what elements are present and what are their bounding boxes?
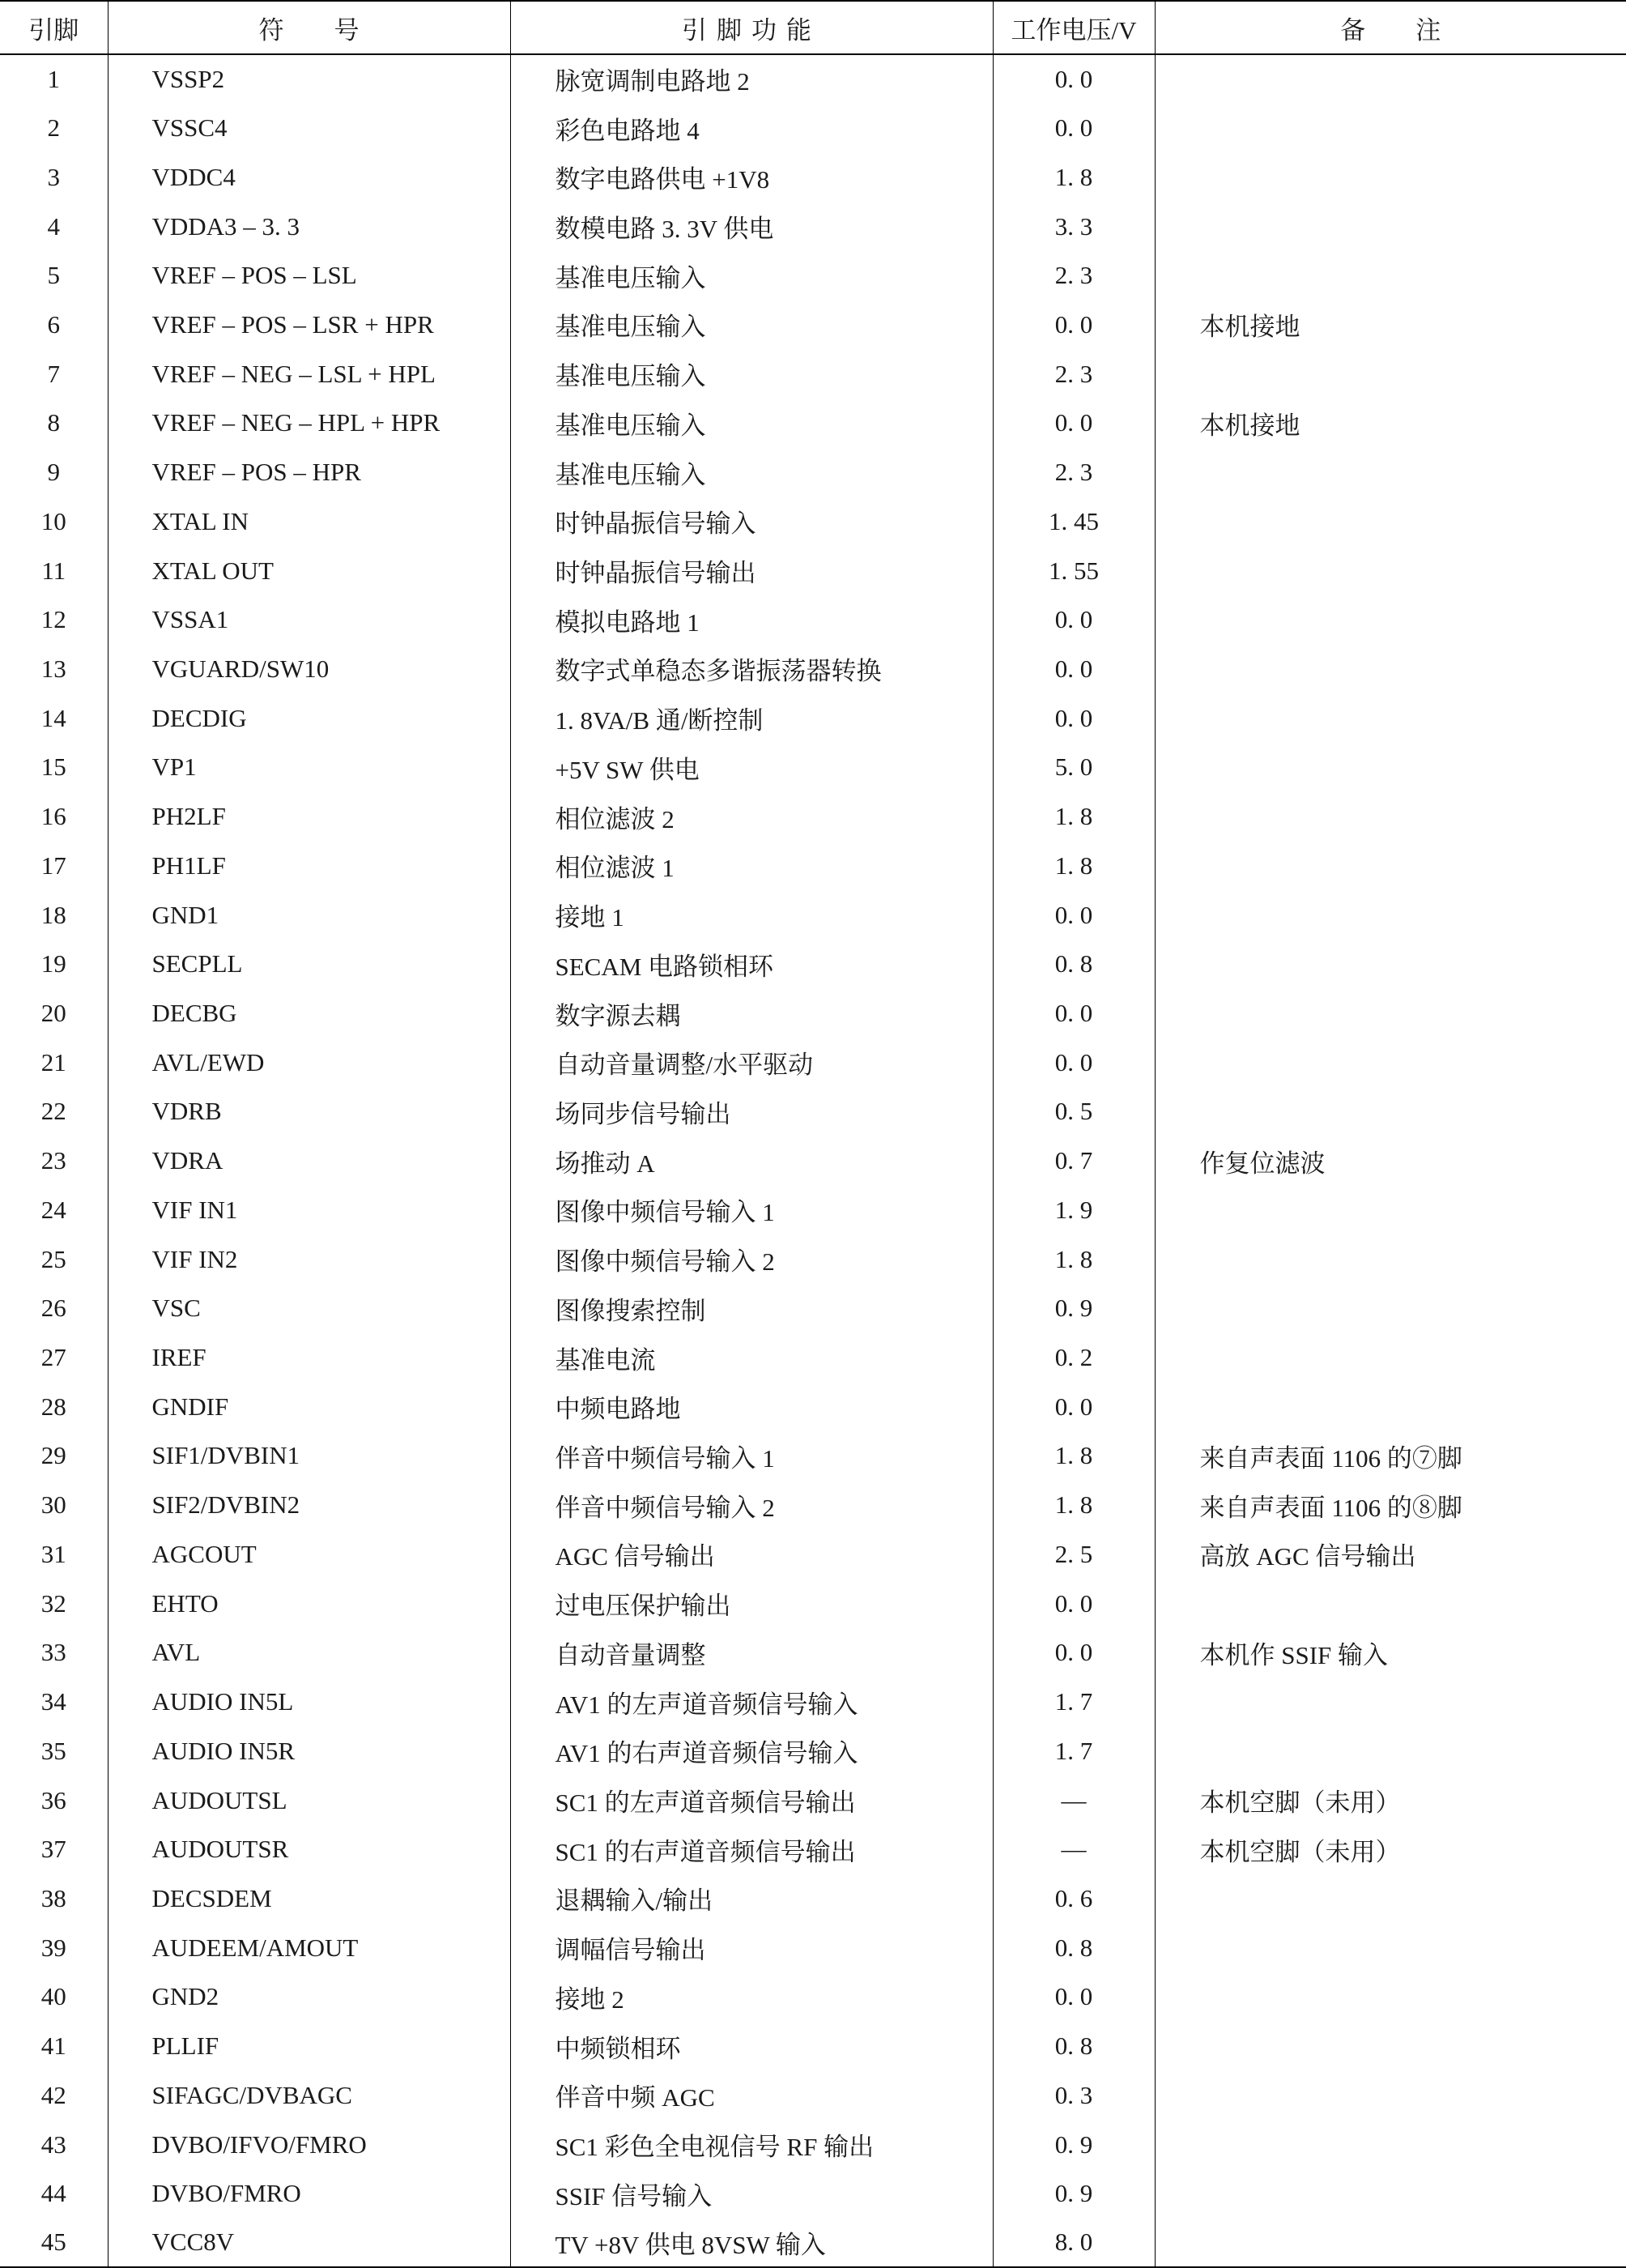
- note-cell: [1155, 1087, 1626, 1136]
- function-cell: 伴音中频 AGC: [510, 2070, 993, 2120]
- voltage-cell: 2. 3: [993, 251, 1155, 301]
- voltage-cell: 0. 8: [993, 940, 1155, 989]
- function-cell: SC1 的右声道音频信号输出: [510, 1825, 993, 1874]
- pin-cell: 10: [0, 497, 108, 546]
- note-cell: [1155, 2169, 1626, 2219]
- voltage-cell: 5. 0: [993, 743, 1155, 792]
- table-row: [0, 842, 1626, 891]
- pin-cell: 15: [0, 743, 108, 792]
- function-cell: 图像搜索控制: [510, 1284, 993, 1333]
- table-row: [0, 1481, 1626, 1530]
- function-cell: AV1 的左声道音频信号输入: [510, 1678, 993, 1727]
- symbol-cell: AUDEEM/AMOUT: [108, 1923, 510, 1972]
- header-pin: 引脚: [0, 1, 108, 54]
- voltage-cell: 1. 8: [993, 792, 1155, 842]
- voltage-cell: 0. 0: [993, 595, 1155, 645]
- symbol-cell: VDRA: [108, 1136, 510, 1186]
- header-note: 备 注: [1155, 1, 1626, 54]
- symbol-cell: VSSA1: [108, 595, 510, 645]
- symbol-cell: VSC: [108, 1284, 510, 1333]
- pin-cell: 45: [0, 2219, 108, 2268]
- voltage-cell: 0. 0: [993, 1972, 1155, 2022]
- function-cell: 时钟晶振信号输入: [510, 497, 993, 546]
- voltage-cell: 0. 0: [993, 399, 1155, 448]
- pin-cell: 14: [0, 693, 108, 743]
- pin-cell: 13: [0, 645, 108, 694]
- symbol-cell: GND2: [108, 1972, 510, 2022]
- table-row: [0, 2070, 1626, 2120]
- pin-cell: 26: [0, 1284, 108, 1333]
- voltage-cell: 1. 7: [993, 1726, 1155, 1776]
- note-cell: [1155, 497, 1626, 546]
- table-row: [0, 693, 1626, 743]
- pin-cell: 6: [0, 301, 108, 350]
- function-cell: 退耦输入/输出: [510, 1874, 993, 1924]
- symbol-cell: VREF – NEG – HPL + HPR: [108, 399, 510, 448]
- symbol-cell: GNDIF: [108, 1382, 510, 1431]
- pin-cell: 29: [0, 1431, 108, 1481]
- symbol-cell: PH1LF: [108, 842, 510, 891]
- function-cell: 基准电压输入: [510, 349, 993, 399]
- note-cell: [1155, 54, 1626, 104]
- pin-cell: 42: [0, 2070, 108, 2120]
- table-row: [0, 1284, 1626, 1333]
- pin-cell: 23: [0, 1136, 108, 1186]
- table-row: [0, 448, 1626, 497]
- function-cell: 数模电路 3. 3V 供电: [510, 202, 993, 251]
- voltage-cell: 1. 8: [993, 842, 1155, 891]
- symbol-cell: VDRB: [108, 1087, 510, 1136]
- function-cell: 基准电压输入: [510, 301, 993, 350]
- symbol-cell: AGCOUT: [108, 1530, 510, 1580]
- pin-cell: 1: [0, 54, 108, 104]
- symbol-cell: GND1: [108, 890, 510, 940]
- note-cell: [1155, 1284, 1626, 1333]
- pin-cell: 28: [0, 1382, 108, 1431]
- voltage-cell: 2. 5: [993, 1530, 1155, 1580]
- function-cell: 相位滤波 2: [510, 792, 993, 842]
- note-cell: [1155, 1874, 1626, 1924]
- voltage-cell: 0. 0: [993, 693, 1155, 743]
- note-cell: 本机空脚（未用）: [1199, 1837, 1401, 1866]
- function-cell: SC1 的左声道音频信号输出: [510, 1776, 993, 1825]
- symbol-cell: AUDOUTSR: [108, 1825, 510, 1874]
- note-cell: [1155, 546, 1626, 595]
- function-cell: 基准电流: [510, 1333, 993, 1383]
- voltage-cell: 1. 8: [993, 152, 1155, 202]
- symbol-cell: IREF: [108, 1333, 510, 1383]
- table-row: [0, 1087, 1626, 1136]
- voltage-cell: 0. 8: [993, 1923, 1155, 1972]
- table-row: [0, 202, 1626, 251]
- voltage-cell: 1. 45: [993, 497, 1155, 546]
- function-cell: 中频锁相环: [510, 2022, 993, 2071]
- pin-cell: 18: [0, 890, 108, 940]
- voltage-cell: 1. 9: [993, 1186, 1155, 1235]
- pin-cell: 31: [0, 1530, 108, 1580]
- symbol-cell: DVBO/FMRO: [108, 2169, 510, 2219]
- function-cell: 模拟电路地 1: [510, 595, 993, 645]
- pin-cell: 7: [0, 349, 108, 399]
- symbol-cell: VGUARD/SW10: [108, 645, 510, 694]
- table-body: [0, 54, 1626, 2267]
- table-row: [0, 1333, 1626, 1383]
- voltage-cell: 0. 9: [993, 2169, 1155, 2219]
- voltage-cell: 3. 3: [993, 202, 1155, 251]
- symbol-cell: XTAL OUT: [108, 546, 510, 595]
- header-function: 引脚功能: [510, 1, 993, 54]
- pin-cell: 16: [0, 792, 108, 842]
- note-cell: [1155, 448, 1626, 497]
- symbol-cell: VREF – NEG – LSL + HPL: [108, 349, 510, 399]
- pin-cell: 21: [0, 1038, 108, 1087]
- pin-cell: 34: [0, 1678, 108, 1727]
- function-cell: 自动音量调整: [510, 1628, 993, 1678]
- table-row: [0, 2169, 1626, 2219]
- table-row: [0, 1678, 1626, 1727]
- symbol-cell: VREF – POS – LSL: [108, 251, 510, 301]
- function-cell: 基准电压输入: [510, 399, 993, 448]
- pin-cell: 24: [0, 1186, 108, 1235]
- pin-cell: 44: [0, 2169, 108, 2219]
- symbol-cell: EHTO: [108, 1579, 510, 1628]
- symbol-cell: PLLIF: [108, 2022, 510, 2071]
- function-cell: 基准电压输入: [510, 251, 993, 301]
- pin-cell: 3: [0, 152, 108, 202]
- pin-cell: 17: [0, 842, 108, 891]
- table-row: [0, 1136, 1626, 1186]
- note-cell: 高放 AGC 信号输出: [1199, 1542, 1416, 1571]
- voltage-cell: 0. 0: [993, 1038, 1155, 1087]
- note-cell: [1155, 890, 1626, 940]
- header-row: [0, 1, 1626, 54]
- voltage-cell: 0. 3: [993, 2070, 1155, 2120]
- voltage-cell: 8. 0: [993, 2219, 1155, 2268]
- note-cell: [1155, 595, 1626, 645]
- voltage-cell: 1. 55: [993, 546, 1155, 595]
- voltage-cell: 0. 0: [993, 989, 1155, 1038]
- note-cell: [1155, 792, 1626, 842]
- symbol-cell: SIF1/DVBIN1: [108, 1431, 510, 1481]
- symbol-cell: SIFAGC/DVBAGC: [108, 2070, 510, 2120]
- function-cell: 图像中频信号输入 2: [510, 1234, 993, 1284]
- voltage-cell: 0. 9: [993, 1284, 1155, 1333]
- function-cell: AGC 信号输出: [510, 1530, 993, 1580]
- table-row: [0, 1628, 1626, 1678]
- symbol-cell: AVL: [108, 1628, 510, 1678]
- voltage-cell: —: [993, 1825, 1155, 1874]
- function-cell: 彩色电路地 4: [510, 104, 993, 153]
- voltage-cell: 2. 3: [993, 448, 1155, 497]
- voltage-cell: 0. 0: [993, 301, 1155, 350]
- table-row: [0, 1186, 1626, 1235]
- function-cell: 调幅信号输出: [510, 1923, 993, 1972]
- table-row: [0, 399, 1626, 448]
- symbol-cell: DVBO/IFVO/FMRO: [108, 2120, 510, 2169]
- function-cell: +5V SW 供电: [510, 743, 993, 792]
- function-cell: 数字源去耦: [510, 989, 993, 1038]
- note-cell: [1155, 1579, 1626, 1628]
- table-row: [0, 645, 1626, 694]
- note-cell: 来自声表面 1106 的⑧脚: [1199, 1493, 1462, 1522]
- note-cell: [1155, 1038, 1626, 1087]
- table-row: [0, 497, 1626, 546]
- pin-cell: 19: [0, 940, 108, 989]
- table-row: [0, 1431, 1626, 1481]
- pin-cell: 39: [0, 1923, 108, 1972]
- note-cell: [1155, 1333, 1626, 1383]
- function-cell: TV +8V 供电 8VSW 输入: [510, 2219, 993, 2268]
- pin-cell: 4: [0, 202, 108, 251]
- table-row: [0, 2022, 1626, 2071]
- table-row: [0, 595, 1626, 645]
- pin-cell: 12: [0, 595, 108, 645]
- voltage-cell: 1. 8: [993, 1481, 1155, 1530]
- function-cell: SSIF 信号输入: [510, 2169, 993, 2219]
- table-row: [0, 2120, 1626, 2169]
- note-cell: [1155, 940, 1626, 989]
- voltage-cell: 1. 8: [993, 1234, 1155, 1284]
- table-row: [0, 940, 1626, 989]
- table-row: [0, 54, 1626, 104]
- voltage-cell: 0. 0: [993, 104, 1155, 153]
- voltage-cell: 0. 2: [993, 1333, 1155, 1383]
- symbol-cell: VDDA3 – 3. 3: [108, 202, 510, 251]
- pin-cell: 11: [0, 546, 108, 595]
- table-row: [0, 1579, 1626, 1628]
- table-row: [0, 890, 1626, 940]
- note-cell: [1155, 152, 1626, 202]
- symbol-cell: VIF IN1: [108, 1186, 510, 1235]
- function-cell: 基准电压输入: [510, 448, 993, 497]
- pin-cell: 33: [0, 1628, 108, 1678]
- symbol-cell: VCC8V: [108, 2219, 510, 2268]
- voltage-cell: 0. 0: [993, 890, 1155, 940]
- voltage-cell: 0. 0: [993, 1382, 1155, 1431]
- note-cell: [1155, 743, 1626, 792]
- note-cell: [1155, 1186, 1626, 1235]
- note-cell: 本机空脚（未用）: [1199, 1788, 1401, 1818]
- pin-cell: 22: [0, 1087, 108, 1136]
- pin-cell: 35: [0, 1726, 108, 1776]
- table-row: [0, 1234, 1626, 1284]
- function-cell: 自动音量调整/水平驱动: [510, 1038, 993, 1087]
- function-cell: 中频电路地: [510, 1382, 993, 1431]
- function-cell: SC1 彩色全电视信号 RF 输出: [510, 2120, 993, 2169]
- table-row: [0, 1776, 1626, 1825]
- note-cell: [1155, 2070, 1626, 2120]
- symbol-cell: SIF2/DVBIN2: [108, 1481, 510, 1530]
- symbol-cell: VP1: [108, 743, 510, 792]
- voltage-cell: 0. 0: [993, 1579, 1155, 1628]
- note-cell: [1155, 349, 1626, 399]
- note-cell: [1155, 989, 1626, 1038]
- function-cell: AV1 的右声道音频信号输入: [510, 1726, 993, 1776]
- note-cell: [1155, 1678, 1626, 1727]
- note-cell: 本机接地: [1199, 313, 1300, 342]
- function-cell: SECAM 电路锁相环: [510, 940, 993, 989]
- pin-cell: 36: [0, 1776, 108, 1825]
- table-row: [0, 104, 1626, 153]
- note-cell: 来自声表面 1106 的⑦脚: [1199, 1443, 1462, 1473]
- table-row: [0, 301, 1626, 350]
- note-cell: [1155, 1382, 1626, 1431]
- table-row: [0, 1726, 1626, 1776]
- function-cell: 脉宽调制电路地 2: [510, 54, 993, 104]
- symbol-cell: PH2LF: [108, 792, 510, 842]
- table-row: [0, 1923, 1626, 1972]
- symbol-cell: VSSP2: [108, 54, 510, 104]
- pin-cell: 8: [0, 399, 108, 448]
- function-cell: 数字电路供电 +1V8: [510, 152, 993, 202]
- voltage-cell: —: [993, 1776, 1155, 1825]
- note-cell: [1155, 645, 1626, 694]
- function-cell: 时钟晶振信号输出: [510, 546, 993, 595]
- note-cell: 作复位滤波: [1199, 1149, 1326, 1178]
- symbol-cell: DECSDEM: [108, 1874, 510, 1924]
- voltage-cell: 0. 5: [993, 1087, 1155, 1136]
- voltage-cell: 0. 0: [993, 54, 1155, 104]
- pin-cell: 30: [0, 1481, 108, 1530]
- pin-cell: 5: [0, 251, 108, 301]
- function-cell: 伴音中频信号输入 1: [510, 1431, 993, 1481]
- table-row: [0, 546, 1626, 595]
- note-cell: [1155, 2120, 1626, 2169]
- pin-cell: 38: [0, 1874, 108, 1924]
- symbol-cell: VREF – POS – HPR: [108, 448, 510, 497]
- table-row: [0, 1874, 1626, 1924]
- note-cell: [1155, 202, 1626, 251]
- note-cell: [1155, 1923, 1626, 1972]
- voltage-cell: 0. 0: [993, 1628, 1155, 1678]
- symbol-cell: AUDIO IN5L: [108, 1678, 510, 1727]
- note-cell: [1155, 842, 1626, 891]
- table-header: [0, 1, 1626, 54]
- function-cell: 接地 1: [510, 890, 993, 940]
- function-cell: 相位滤波 1: [510, 842, 993, 891]
- table-row: [0, 743, 1626, 792]
- symbol-cell: XTAL IN: [108, 497, 510, 546]
- function-cell: 场推动 A: [510, 1136, 993, 1186]
- pin-cell: 37: [0, 1825, 108, 1874]
- table-row: [0, 349, 1626, 399]
- symbol-cell: VSSC4: [108, 104, 510, 153]
- voltage-cell: 1. 7: [993, 1678, 1155, 1727]
- note-cell: 本机接地: [1199, 411, 1300, 440]
- pin-cell: 2: [0, 104, 108, 153]
- table-row: [0, 251, 1626, 301]
- function-cell: 场同步信号输出: [510, 1087, 993, 1136]
- symbol-cell: VDDC4: [108, 152, 510, 202]
- note-cell: [1155, 1726, 1626, 1776]
- function-cell: 接地 2: [510, 1972, 993, 2022]
- note-cell: [1155, 1972, 1626, 2022]
- voltage-cell: 1. 8: [993, 1431, 1155, 1481]
- table-row: [0, 1825, 1626, 1874]
- table-row: [0, 1972, 1626, 2022]
- pin-cell: 43: [0, 2120, 108, 2169]
- function-cell: 伴音中频信号输入 2: [510, 1481, 993, 1530]
- note-cell: [1155, 251, 1626, 301]
- symbol-cell: DECBG: [108, 989, 510, 1038]
- voltage-cell: 0. 0: [993, 645, 1155, 694]
- pin-cell: 40: [0, 1972, 108, 2022]
- symbol-cell: AUDOUTSL: [108, 1776, 510, 1825]
- pin-cell: 41: [0, 2022, 108, 2071]
- pin-cell: 9: [0, 448, 108, 497]
- table-row: [0, 989, 1626, 1038]
- table-row: [0, 2219, 1626, 2268]
- function-cell: 图像中频信号输入 1: [510, 1186, 993, 1235]
- symbol-cell: VREF – POS – LSR + HPR: [108, 301, 510, 350]
- header-symbol: 符 号: [108, 1, 510, 54]
- note-cell: [1155, 693, 1626, 743]
- symbol-cell: AVL/EWD: [108, 1038, 510, 1087]
- symbol-cell: DECDIG: [108, 693, 510, 743]
- note-cell: [1155, 2219, 1626, 2268]
- header-voltage: 工作电压/V: [993, 1, 1155, 54]
- table-row: [0, 152, 1626, 202]
- function-cell: 过电压保护输出: [510, 1579, 993, 1628]
- pin-cell: 27: [0, 1333, 108, 1383]
- function-cell: 1. 8VA/B 通/断控制: [510, 693, 993, 743]
- voltage-cell: 2. 3: [993, 349, 1155, 399]
- table-row: [0, 792, 1626, 842]
- table-row: [0, 1038, 1626, 1087]
- symbol-cell: VIF IN2: [108, 1234, 510, 1284]
- voltage-cell: 0. 8: [993, 2022, 1155, 2071]
- symbol-cell: SECPLL: [108, 940, 510, 989]
- table-row: [0, 1530, 1626, 1580]
- voltage-cell: 0. 7: [993, 1136, 1155, 1186]
- symbol-cell: AUDIO IN5R: [108, 1726, 510, 1776]
- note-cell: 本机作 SSIF 输入: [1199, 1640, 1389, 1669]
- function-cell: 数字式单稳态多谐振荡器转换: [510, 645, 993, 694]
- pin-cell: 32: [0, 1579, 108, 1628]
- note-cell: [1155, 2022, 1626, 2071]
- note-cell: [1155, 104, 1626, 153]
- voltage-cell: 0. 9: [993, 2120, 1155, 2169]
- voltage-cell: 0. 6: [993, 1874, 1155, 1924]
- pin-cell: 20: [0, 989, 108, 1038]
- pin-cell: 25: [0, 1234, 108, 1284]
- table-row: [0, 1382, 1626, 1431]
- note-cell: [1155, 1234, 1626, 1284]
